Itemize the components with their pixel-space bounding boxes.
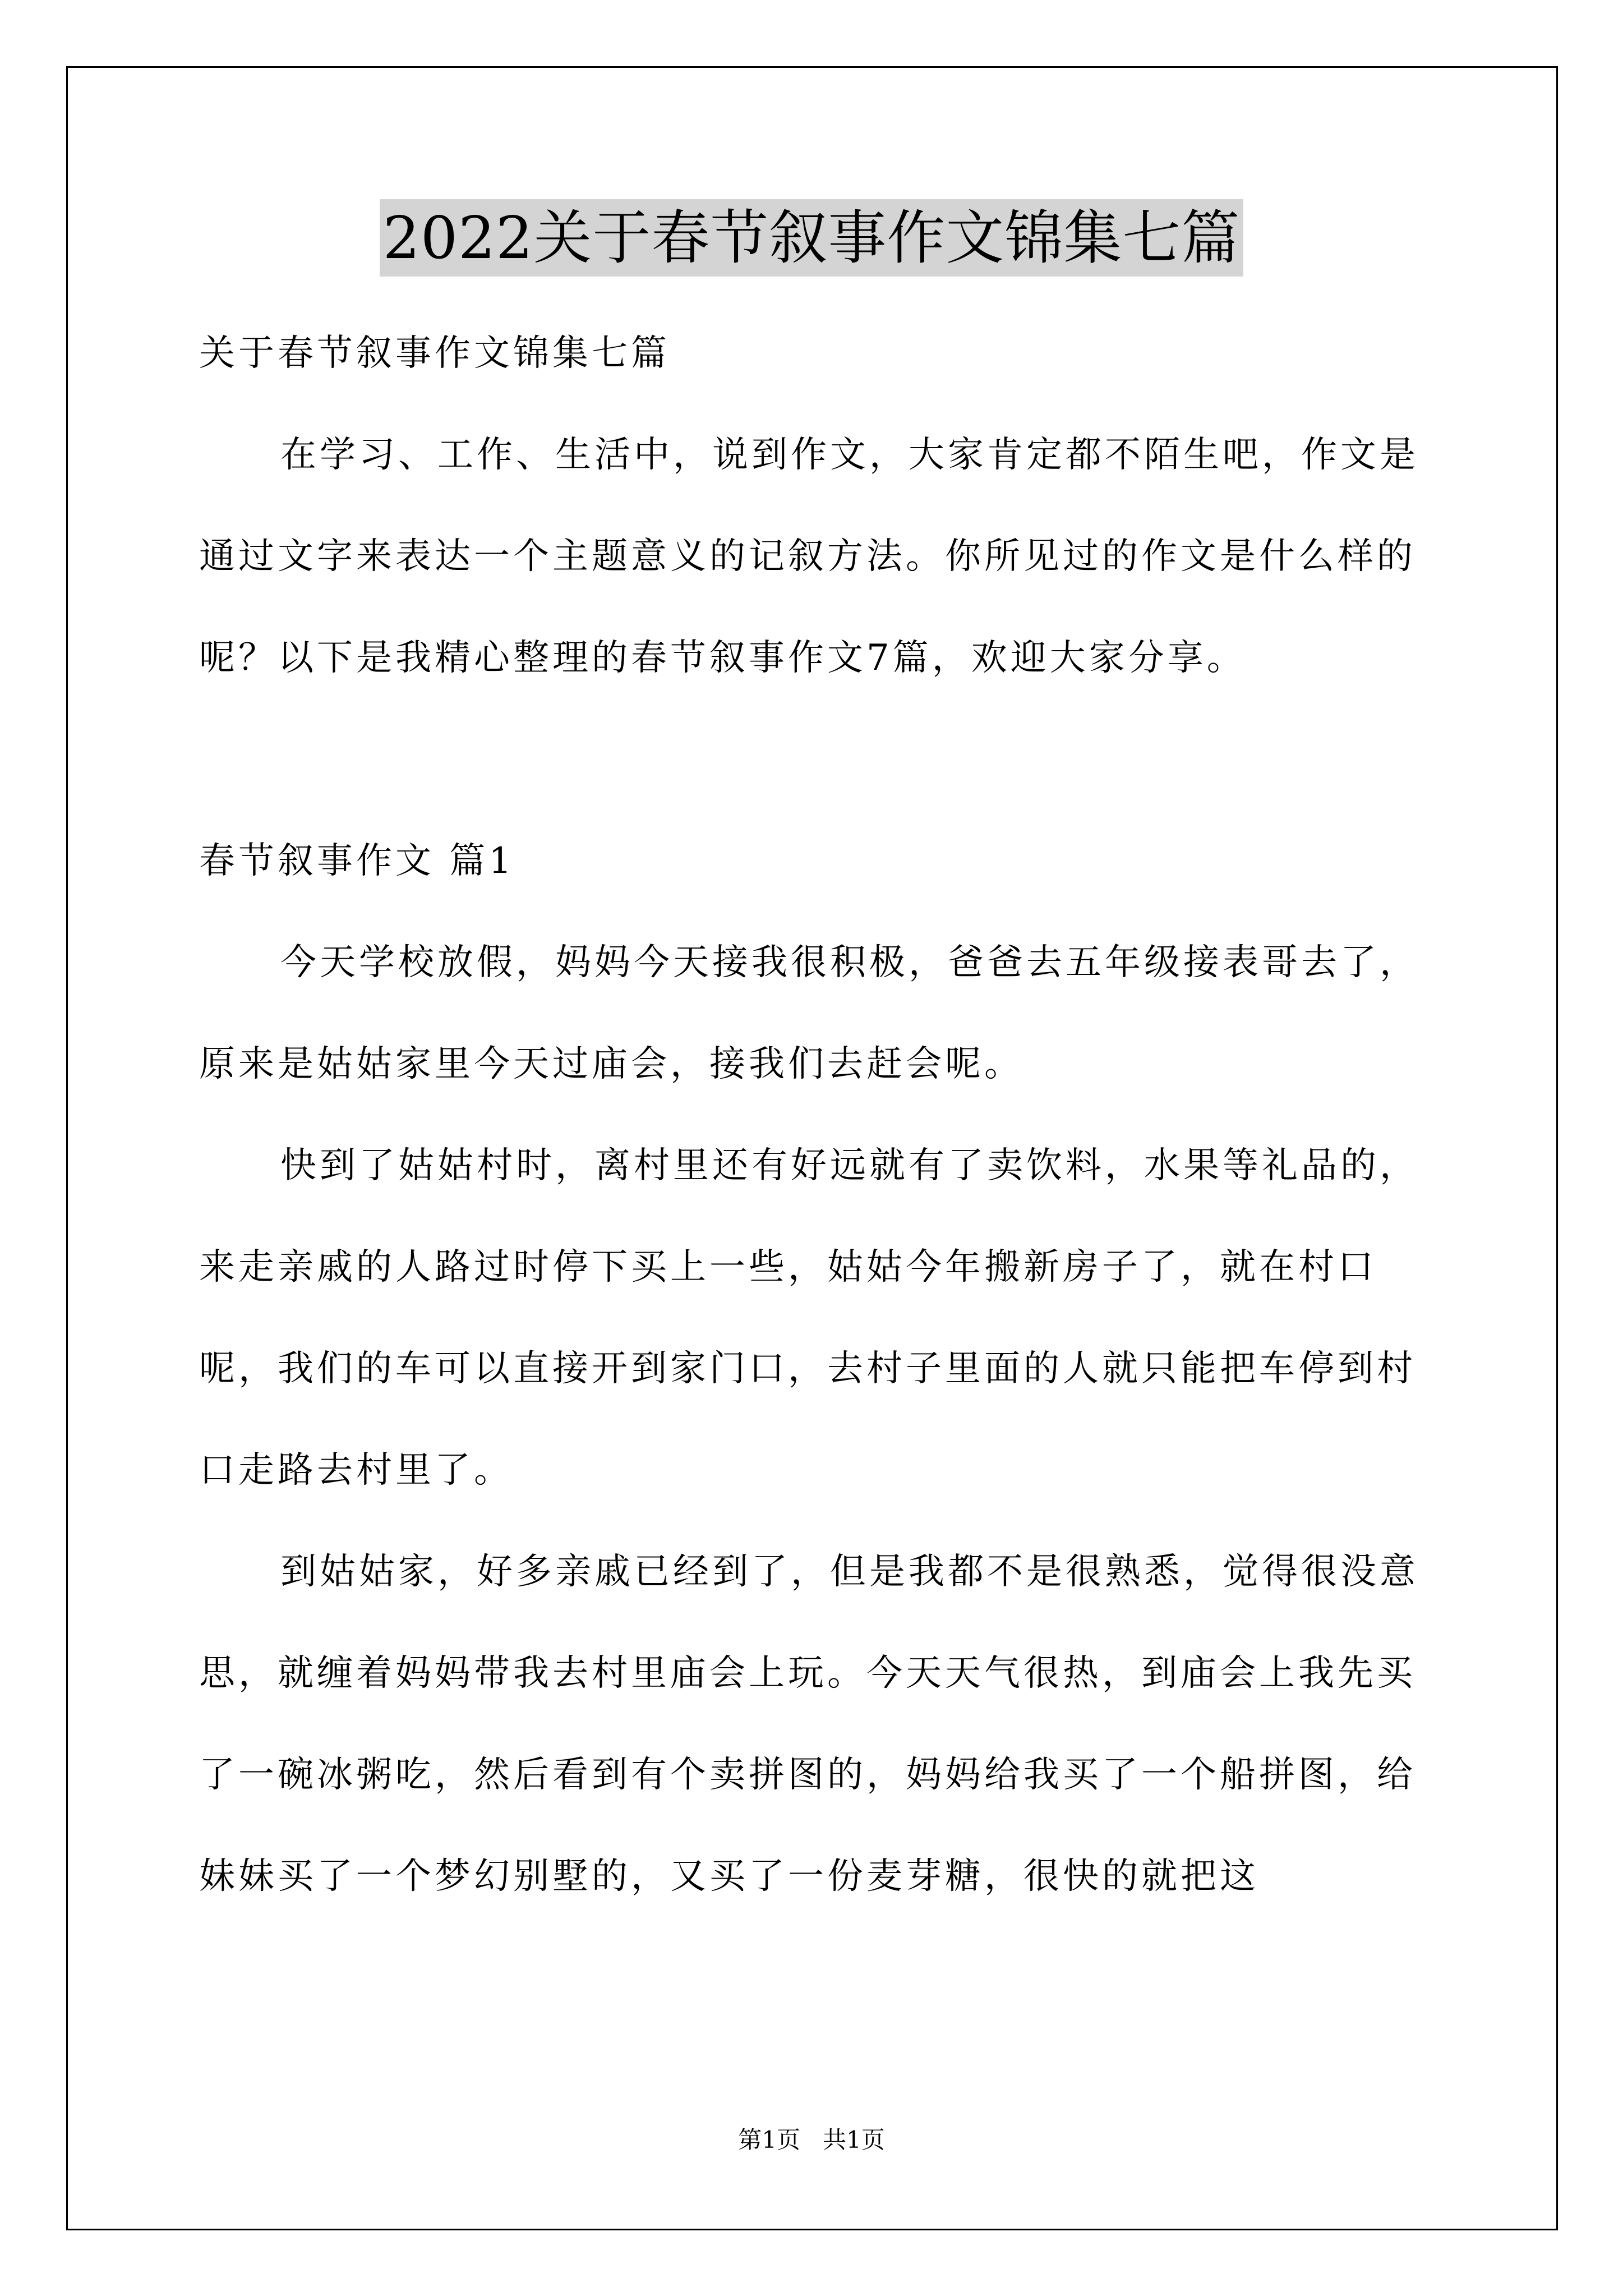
intro-paragraph: 在学习、工作、生活中，说到作文，大家肯定都不陌生吧，作文是通过文字来表达一个主题意义的记叙方法。你所见过的作文是什么样的呢？以下是我精心整理的春节叙事作文7篇，欢迎大家分享。 (199, 434, 1419, 679)
section-gap (199, 709, 1438, 811)
body-paragraph: 快到了姑姑村时，离村里还有好远就有了卖饮料，水果等礼品的，来走亲戚的人路过时停下买上一些，姑姑今年搬新房子了，就在村口呢，我们的车可以直接开到家门口，去村子里面的人就只能把车停到村口走路去村里了。 (199, 1145, 1419, 1491)
page-footer: 第1页 共1页 (738, 2126, 885, 2154)
document-title: 2022关于春节叙事作文锦集七篇 (380, 199, 1244, 277)
section-heading: 春节叙事作文 篇1 (199, 840, 515, 882)
body-paragraph: 到姑姑家，好多亲戚已经到了，但是我都不是很熟悉，觉得很没意思，就缠着妈妈带我去村里庙会上玩。今天天气很热，到庙会上我先买了一碗冰粥吃，然后看到有个卖拼图的，妈妈给我买了一个船拼图，给妹妹买了一个梦幻别墅的，又买了一份麦芽糖，很快的就把这 (199, 1551, 1419, 1897)
document-subtitle: 关于春节叙事作文锦集七篇 (199, 333, 670, 374)
document-body (199, 303, 1438, 1927)
body-paragraph: 今天学校放假，妈妈今天接我很积极，爸爸去五年级接表哥去了，原来是姑姑家里今天过庙会，接我们去赶会呢。 (199, 942, 1419, 1085)
title-container (0, 199, 1623, 277)
